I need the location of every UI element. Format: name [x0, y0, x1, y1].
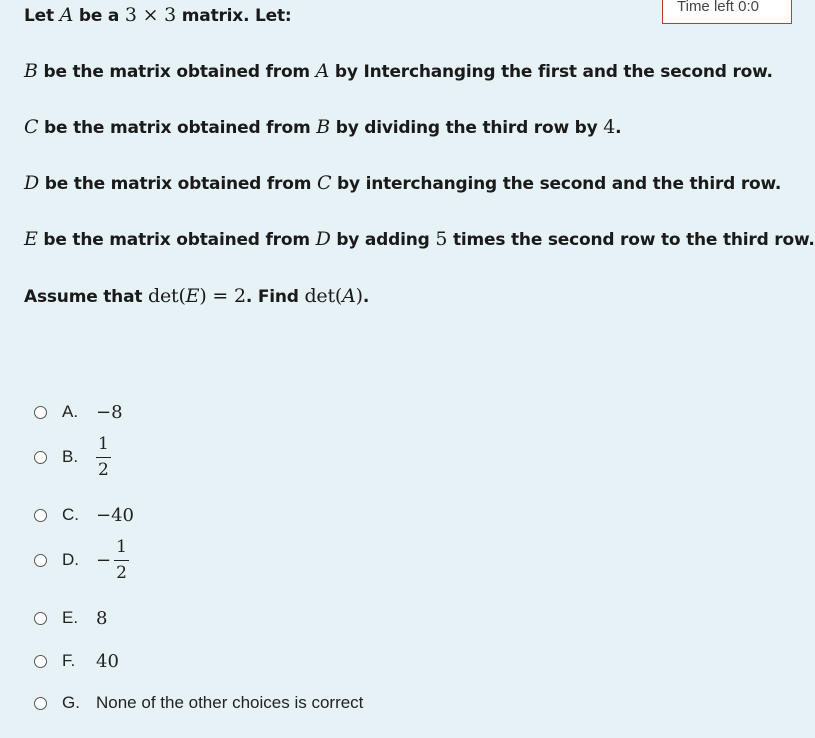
option-value: −8 [96, 401, 123, 423]
denominator: 2 [116, 562, 127, 583]
math-var: D [24, 172, 40, 194]
option-e[interactable] [34, 605, 107, 631]
option-value: −40 [96, 504, 134, 526]
math-var: B [316, 116, 331, 138]
text: be a [73, 6, 125, 26]
option-g[interactable] [34, 690, 363, 716]
text: . [615, 118, 622, 138]
text: be the matrix obtained from [38, 118, 317, 138]
question-line-3 [24, 116, 621, 138]
math-var: A [59, 4, 74, 26]
math-det: ) [355, 285, 363, 307]
math-det: det( [304, 285, 343, 307]
numerator: 1 [96, 436, 111, 458]
text: by dividing the third row by [330, 118, 604, 138]
option-letter: D. [62, 550, 79, 569]
text: Assume that [24, 287, 149, 307]
math-var: E [185, 285, 200, 307]
question-line-2 [24, 60, 773, 82]
radio-button[interactable] [34, 509, 47, 522]
radio-button[interactable] [34, 612, 47, 625]
denominator: 2 [98, 459, 109, 480]
math-num: 4 [603, 116, 616, 138]
math-var: C [24, 116, 39, 138]
radio-button[interactable] [34, 451, 47, 464]
time-left-indicator: Time left 0:0 [662, 0, 792, 24]
math-num: 5 [435, 228, 448, 250]
option-letter: A. [62, 402, 79, 421]
text: be the matrix obtained from [37, 230, 316, 250]
text: by adding [330, 230, 436, 250]
text: times the second row to the third row. [447, 230, 815, 250]
option-b[interactable] [34, 433, 111, 480]
math-var: B [24, 60, 38, 82]
option-letter: F. [62, 651, 76, 670]
option-value: 8 [96, 607, 108, 629]
option-c[interactable] [34, 502, 134, 528]
math-det: ) = 2 [199, 285, 246, 307]
math-var: E [24, 228, 38, 250]
fraction [114, 536, 129, 583]
question-line-4 [24, 172, 781, 194]
option-value: 40 [96, 650, 119, 672]
math-dims: 3 × 3 [124, 4, 177, 26]
radio-button[interactable] [34, 406, 47, 419]
option-a[interactable] [34, 399, 123, 425]
radio-button[interactable] [34, 554, 47, 567]
option-letter: G. [62, 693, 80, 712]
option-f[interactable] [34, 648, 119, 674]
option-text: None of the other choices is correct [96, 693, 364, 712]
option-letter: B. [62, 447, 79, 466]
math-var: A [342, 285, 356, 307]
negative-sign: − [96, 549, 112, 571]
text: be the matrix obtained from [37, 62, 316, 82]
question-line-5 [24, 228, 815, 250]
math-var: A [315, 60, 330, 82]
fraction [96, 433, 111, 480]
text: by Interchanging the first and the second row. [329, 62, 773, 82]
text: by interchanging the second and the third row. [331, 174, 782, 194]
radio-button[interactable] [34, 697, 47, 710]
option-d[interactable] [34, 536, 129, 583]
option-letter: E. [62, 608, 79, 627]
text: Let [24, 6, 60, 26]
option-letter: C. [62, 505, 79, 524]
question-line-6 [24, 285, 369, 307]
question-line-1 [24, 4, 292, 26]
math-det: det( [148, 285, 186, 307]
math-var: C [316, 172, 332, 194]
text: . [362, 287, 370, 307]
numerator: 1 [114, 539, 129, 561]
text: be the matrix obtained from [39, 174, 317, 194]
text: matrix. Let: [176, 6, 292, 26]
text: . Find [245, 287, 305, 307]
radio-button[interactable] [34, 655, 47, 668]
math-var: D [315, 228, 331, 250]
